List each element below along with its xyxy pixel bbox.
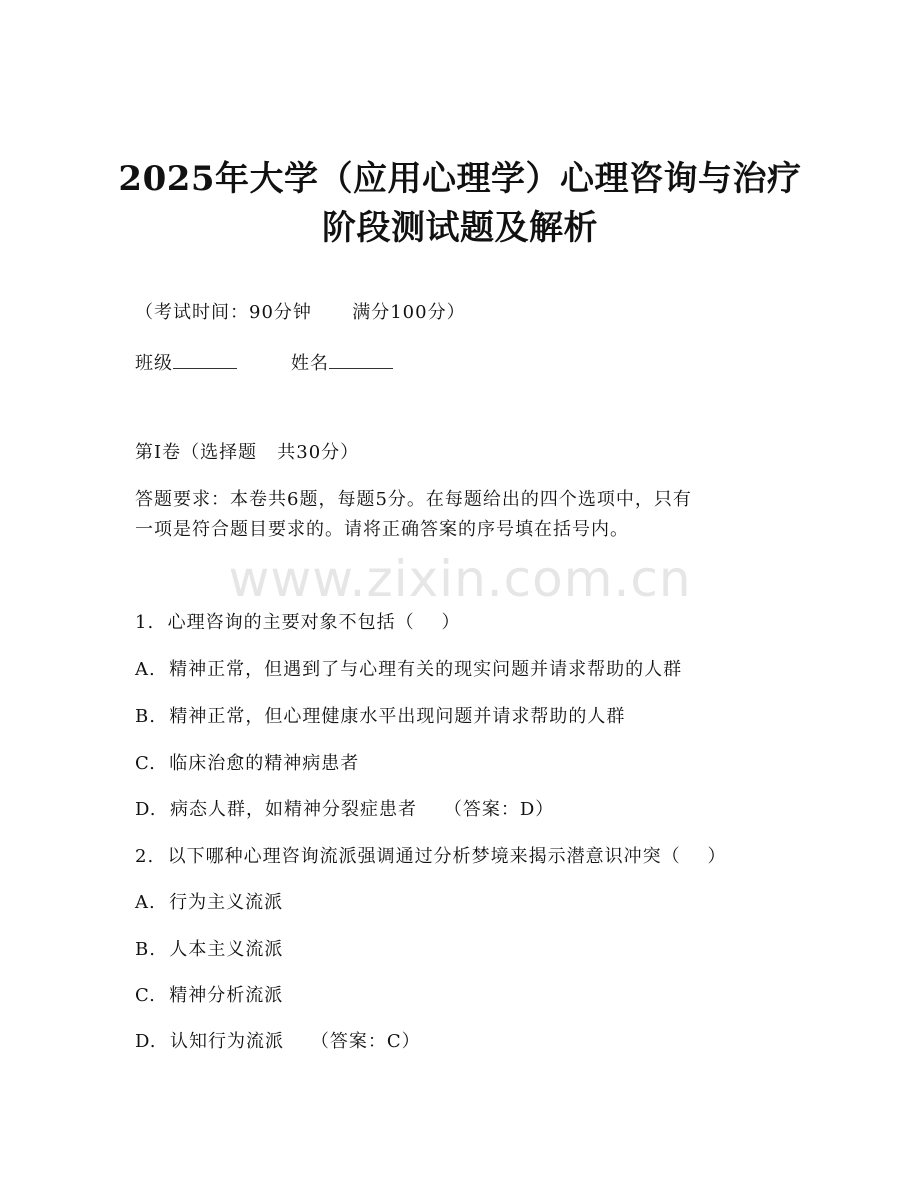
question-2-option-d: D. 认知行为流派 （答案：C） bbox=[135, 1031, 421, 1052]
question-2-option-c: C. 精神分析流派 bbox=[135, 985, 284, 1006]
document-title-line-2: 阶段测试题及解析 bbox=[322, 208, 598, 248]
question-1-option-b: B. 精神正常，但心理健康水平出现问题并请求帮助的人群 bbox=[135, 706, 626, 727]
question-1-option-d: D. 病态人群，如精神分裂症患者 （答案：D） bbox=[135, 799, 555, 820]
class-blank bbox=[173, 350, 237, 369]
document-title-line-1: 2025年大学（应用心理学）心理咨询与治疗 bbox=[118, 159, 802, 199]
question-2-stem: 2. 以下哪种心理咨询流派强调通过分析梦境来揭示潜意识冲突（ ） bbox=[135, 846, 727, 867]
name-label: 姓名 bbox=[291, 353, 329, 374]
exam-info: （考试时间：90分钟 满分100分） bbox=[135, 302, 466, 323]
section-heading: 第Ⅰ卷（选择题 共30分） bbox=[135, 442, 360, 463]
name-blank bbox=[329, 350, 393, 369]
class-label: 班级 bbox=[135, 353, 173, 374]
question-1-option-a: A. 精神正常，但遇到了与心理有关的现实问题并请求帮助的人群 bbox=[135, 659, 683, 680]
instruction-line-2: 一项是符合题目要求的。请将正确答案的序号填在括号内。 bbox=[135, 519, 629, 540]
question-2-option-b: B. 人本主义流派 bbox=[135, 939, 284, 960]
question-2-option-a: A. 行为主义流派 bbox=[135, 892, 284, 913]
question-1-option-c: C. 临床治愈的精神病患者 bbox=[135, 753, 360, 774]
instruction-line-1: 答题要求：本卷共6题，每题5分。在每题给出的四个选项中，只有 bbox=[135, 489, 692, 510]
watermark-text: www.zixin.com.cn bbox=[228, 550, 692, 608]
question-1-stem: 1. 心理咨询的主要对象不包括（ ） bbox=[135, 612, 461, 633]
student-info-row bbox=[135, 350, 393, 377]
